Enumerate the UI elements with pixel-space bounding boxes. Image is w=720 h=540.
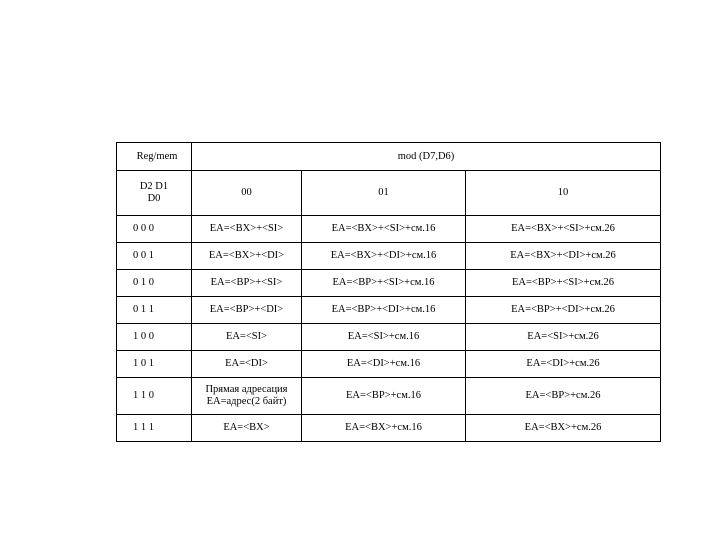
cell-mod-10: EA=<BX>+<DI>+см.26 <box>466 243 661 270</box>
cell-mod-01: EA=<BP>+<SI>+см.16 <box>302 270 466 297</box>
mod-col-10: 10 <box>466 171 661 216</box>
cell-mod-10: EA=<BP>+см.26 <box>466 378 661 415</box>
cell-mod-00: EA=<DI> <box>192 351 302 378</box>
table-row <box>117 324 661 351</box>
subheader-row <box>117 171 661 216</box>
d-bits-header <box>117 171 192 216</box>
regmem-header: Reg/mem <box>117 143 192 171</box>
mod-header: mod (D7,D6) <box>192 143 661 171</box>
cell-mod-01: EA=<BX>+<SI>+см.16 <box>302 216 466 243</box>
cell-mod-00: EA=<SI> <box>192 324 302 351</box>
direct-addressing-label: Прямая адресация <box>205 384 288 395</box>
addressing-modes-table <box>116 142 661 442</box>
cell-mod-00: EA=<BX>+<SI> <box>192 216 302 243</box>
cell-mod-01: EA=<BX>+<DI>+см.16 <box>302 243 466 270</box>
table-row <box>117 415 661 442</box>
cell-mod-00 <box>192 378 302 415</box>
cell-mod-00: EA=<BX>+<DI> <box>192 243 302 270</box>
row-bits: 1 0 0 <box>117 324 192 351</box>
cell-mod-01: EA=<BP>+<DI>+см.16 <box>302 297 466 324</box>
row-bits: 1 0 1 <box>117 351 192 378</box>
cell-mod-10: EA=<BX>+<SI>+см.26 <box>466 216 661 243</box>
table-row <box>117 297 661 324</box>
row-bits: 1 1 1 <box>117 415 192 442</box>
cell-mod-10: EA=<SI>+см.26 <box>466 324 661 351</box>
cell-mod-01: EA=<BX>+см.16 <box>302 415 466 442</box>
table-row <box>117 216 661 243</box>
table-row <box>117 243 661 270</box>
cell-mod-10: EA=<BX>+см.26 <box>466 415 661 442</box>
cell-mod-01: EA=<DI>+см.16 <box>302 351 466 378</box>
cell-mod-00: EA=<BP>+<DI> <box>192 297 302 324</box>
cell-mod-01: EA=<SI>+см.16 <box>302 324 466 351</box>
row-bits: 0 0 1 <box>117 243 192 270</box>
row-bits: 0 1 1 <box>117 297 192 324</box>
direct-address-formula: EA=адрес(2 байт) <box>206 396 287 407</box>
d-bits-header-line1: D2 D1 <box>139 181 169 192</box>
row-bits: 1 1 0 <box>117 378 192 415</box>
mod-col-01: 01 <box>302 171 466 216</box>
cell-mod-01: EA=<BP>+см.16 <box>302 378 466 415</box>
row-bits: 0 1 0 <box>117 270 192 297</box>
header-row <box>117 143 661 171</box>
row-bits: 0 0 0 <box>117 216 192 243</box>
d-bits-header-line2: D0 <box>147 193 161 204</box>
cell-mod-10: EA=<BP>+<SI>+см.26 <box>466 270 661 297</box>
cell-mod-00: EA=<BP>+<SI> <box>192 270 302 297</box>
table-row <box>117 270 661 297</box>
cell-mod-10: EA=<BP>+<DI>+см.26 <box>466 297 661 324</box>
cell-mod-00: EA=<BX> <box>192 415 302 442</box>
table-row <box>117 351 661 378</box>
cell-mod-10: EA=<DI>+см.26 <box>466 351 661 378</box>
table-row <box>117 378 661 415</box>
mod-col-00: 00 <box>192 171 302 216</box>
